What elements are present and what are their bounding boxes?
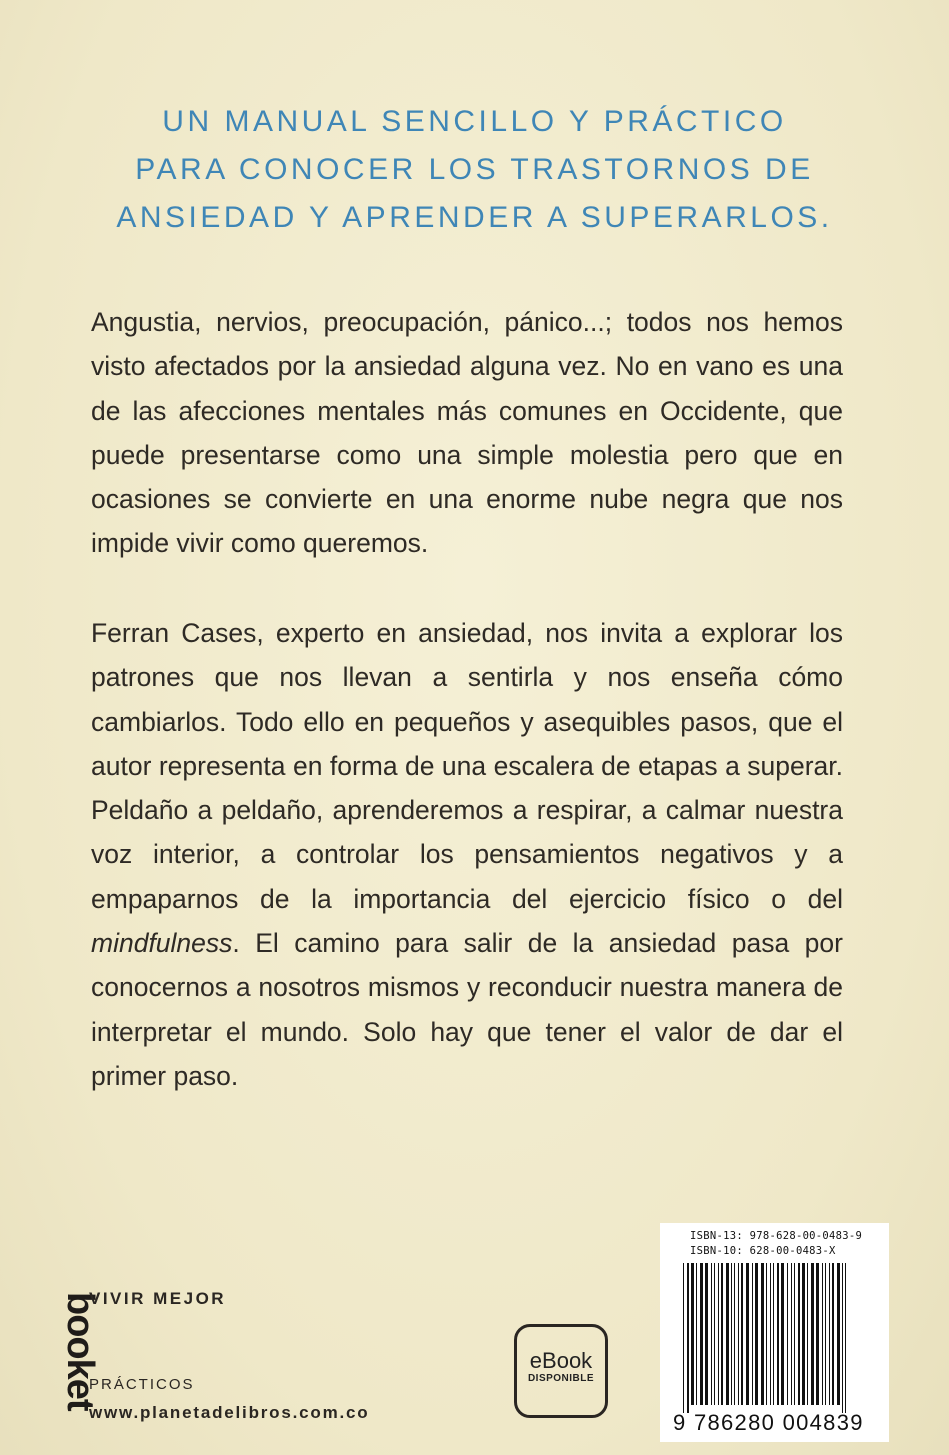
- barcode-bar: [816, 1263, 819, 1405]
- booket-logo-text: booket: [59, 1292, 101, 1411]
- barcode-bar: [845, 1263, 846, 1413]
- paragraph-2-italic-term: mindfulness: [91, 928, 233, 959]
- isbn-13: ISBN-13: 978-628-00-0483-9: [690, 1230, 863, 1242]
- barcode-bar: [766, 1263, 767, 1405]
- tagline-line-1: UN MANUAL SENCILLO Y PRÁCTICO: [162, 105, 787, 138]
- booket-logo: [18, 1288, 101, 1438]
- barcode-bar: [807, 1263, 808, 1405]
- barcode-bar: [700, 1263, 703, 1405]
- barcode-bar: [825, 1263, 826, 1405]
- ebook-subtitle: DISPONIBLE: [527, 1373, 595, 1384]
- barcode-bar: [837, 1263, 840, 1405]
- barcode-bar: [711, 1263, 712, 1405]
- barcode-bar: [721, 1263, 723, 1405]
- publisher-website: www.planetadelibros.com.co: [89, 1403, 370, 1422]
- description-paragraph-2: [91, 611, 843, 1098]
- barcode-bar: [761, 1263, 764, 1405]
- barcode-bar: [842, 1263, 843, 1413]
- tagline-line-3: ANSIEDAD Y APRENDER A SUPERARLOS.: [116, 201, 833, 234]
- tagline-line-2: PARA CONOCER LOS TRASTORNOS DE: [135, 153, 814, 186]
- barcode: [675, 1263, 889, 1418]
- barcode-bar: [731, 1263, 732, 1405]
- barcode-bar: [781, 1263, 784, 1405]
- tagline: [60, 98, 889, 242]
- barcode-bar: [687, 1263, 689, 1413]
- barcode-bar: [794, 1263, 795, 1405]
- barcode-bar: [798, 1263, 800, 1405]
- barcode-bar: [811, 1263, 814, 1405]
- paragraph-2-text-a: Ferran Cases, experto en ansiedad, nos invita a explorar los patrones que nos llevan a sentirla y nos enseña cómo cambiarlos. Todo ello en pequeños y asequibles pasos, que el autor representa en forma de una escalera de etapas a superar. Peldaño a peldaño, aprenderemos a respirar, a calmar nuestra voz interior, a controlar los pensamientos negativos y a empaparnos de la importancia del ejercicio físico o del: [91, 618, 843, 914]
- ebook-badge: [514, 1324, 608, 1418]
- barcode-bar: [752, 1263, 753, 1405]
- barcode-number: 9 786280 004839: [673, 1410, 864, 1435]
- barcode-bar: [787, 1263, 788, 1405]
- barcode-bar: [802, 1263, 805, 1405]
- barcode-bar: [773, 1263, 774, 1405]
- ebook-title: eBook: [529, 1348, 593, 1373]
- barcode-bar: [705, 1263, 708, 1405]
- barcode-bar: [746, 1263, 749, 1405]
- barcode-bar: [696, 1263, 697, 1405]
- barcode-bar: [829, 1263, 830, 1405]
- barcode-bar: [726, 1263, 729, 1405]
- collection-label: PRÁCTICOS: [89, 1376, 195, 1393]
- barcode-bar: [734, 1263, 735, 1405]
- paragraph-2-text-b: . El camino para salir de la ansiedad pasa por conocernos a nosotros mismos y reconducir nuestra manera de interpretar el mundo. Solo hay que tener el valor de dar el primer paso.: [91, 928, 843, 1091]
- barcode-bar: [741, 1263, 743, 1405]
- barcode-bar: [770, 1263, 771, 1405]
- barcode-bar: [755, 1263, 758, 1405]
- barcode-bar: [714, 1263, 715, 1405]
- description-paragraph-1: Angustia, nervios, preocupación, pánico...; todos nos hemos visto afectados por la ansiedad alguna vez. No en vano es una de las afecciones mentales más comunes en Occidente, que puede presentarse como una simple molestia pero que en ocasiones se convierte en una enorme nube negra que nos impide vivir como queremos.: [91, 307, 843, 559]
- barcode-bar: [683, 1263, 684, 1413]
- barcode-bar: [822, 1263, 823, 1405]
- barcode-bar: [718, 1263, 719, 1405]
- barcode-bar: [777, 1263, 779, 1405]
- series-label: VIVIR MEJOR: [89, 1289, 227, 1308]
- isbn-barcode-box: [660, 1223, 889, 1442]
- isbn-10: ISBN-10: 628-00-0483-X: [690, 1245, 836, 1257]
- barcode-bar: [738, 1263, 739, 1405]
- barcode-bar: [832, 1263, 834, 1405]
- barcode-bar: [791, 1263, 792, 1405]
- barcode-bar: [691, 1263, 694, 1405]
